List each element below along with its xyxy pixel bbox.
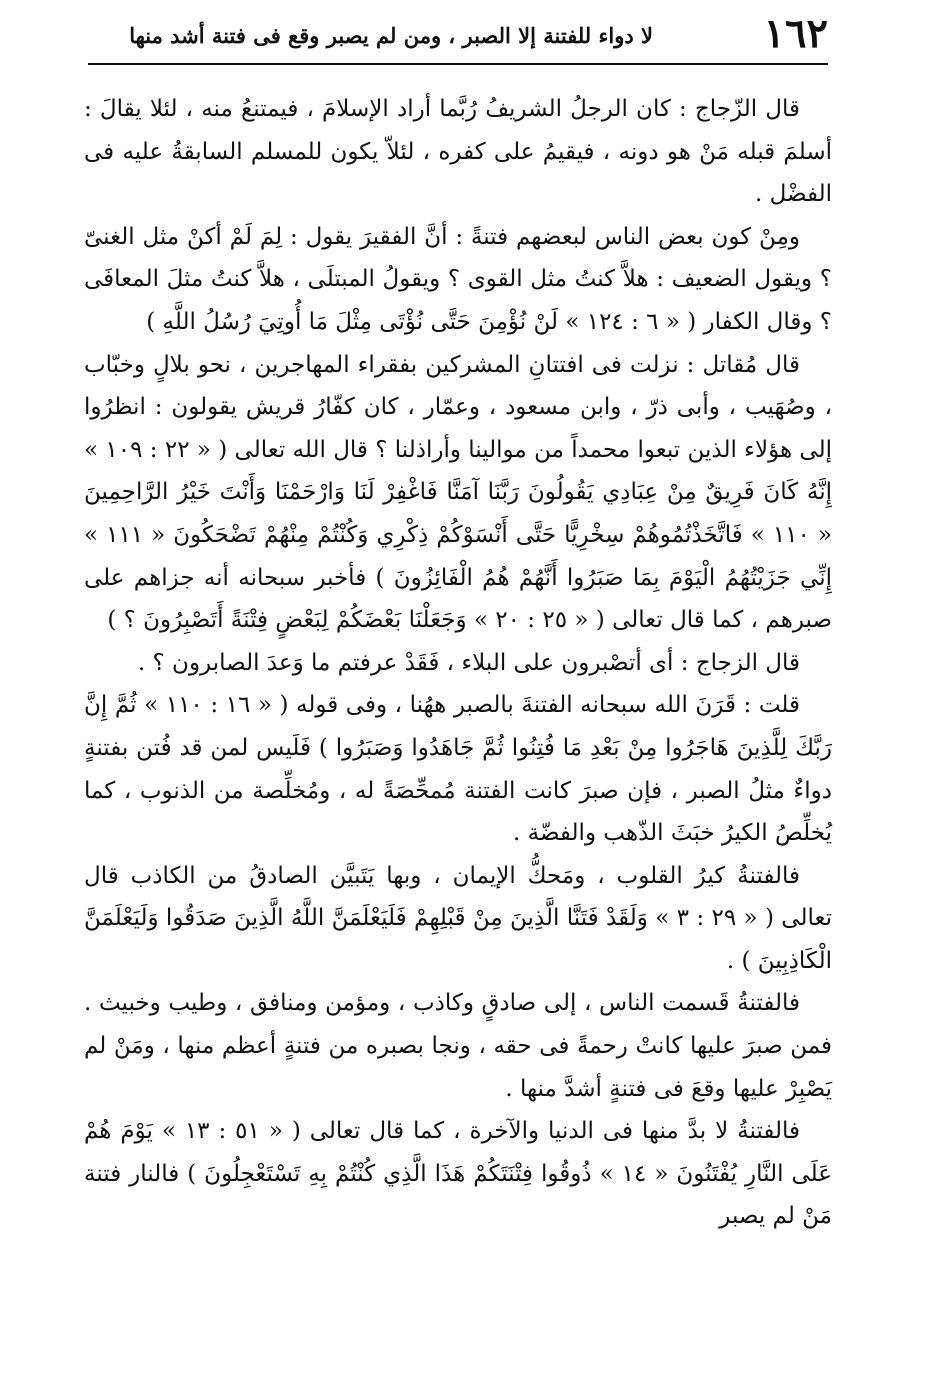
paragraph-fitna-sabr: قلت : قَرَنَ الله سبحانه الفتنةَ بالصبر ههُنا ، وفى قوله ( « ١٦ : ١١٠ » ثُمَّ إِنَّ رَبَّكَ لِلَّذِينَ هَاجَرُوا مِنْ بَعْدِ مَا فُتِنُوا ثُمَّ جَاهَدُوا وَصَبَرُوا ) فَلَيس لمن قد فُتن بفتنةٍ دواءٌ مثلُ الصبر ، فإن صبرَ كانت الفتنة مُمحِّصَةً له ، ومُخلِّصة من الذنوب ، كما يُخلِّصُ الكيرُ خبَثَ الذّهب والفضّة . [84, 692, 832, 847]
paragraph-fitna-dunya-akhira: فالفتنةُ لا بدَّ منها فى الدنيا والآخرة ، كما قال تعالى ( « ٥١ : ١٣ » يَوْمَ هُمْ عَلَى النَّارِ يُفْتَنُونَ « ١٤ » ذُوقُوا فِتْنَتَكُمْ هَذَا الَّذِي كُنْتُمْ بِهِ تَسْتَعْجِلُونَ ) فالنار فتنة مَنْ لم يصبر [84, 1118, 832, 1230]
paragraph-zajjaj-patience: قال الزجاج : أى أتصْبرون على البلاء ، فَقَدْ عرفتم ما وَعدَ الصابرون ؟ . [137, 649, 800, 676]
paragraph-fitna-kir: فالفتنةُ كيرُ القلوب ، ومَحكُّ الإيمان ، وبها يَتَبيَّن الصادقُ من الكاذب قال تعالى ( « ٢٩ : ٣ » وَلَقَدْ فَتَنَّا الَّذِينَ مِنْ قَبْلِهِمْ فَلَيَعْلَمَنَّ اللَّهُ الَّذِينَ صَدَقُوا وَلَيَعْلَمَنَّ الْكَاذِبِينَ ) . [84, 862, 832, 974]
running-head-title: لا دواء للفتنة إلا الصبر ، ومن لم يصبر وقع فى فتنة أشد منها [129, 23, 653, 48]
body-text [84, 88, 832, 1238]
running-head [90, 8, 828, 62]
paragraph-fitna-division: فالفتنةُ قَسمت الناس ، إلى صادقٍ وكاذب ، ومؤمن ومنافق ، وطيب وخبيث . فمن صبرَ عليها كانتْ رحمةً فى حقه ، ونجا بصبره من فتنةٍ أعظم منها ، ومَنْ لم يَصْبِرْ عليها وقعَ فى فتنةٍ أشدَّ منها . [84, 990, 832, 1102]
paragraph-muqatil: قال مُقاتل : نزلت فى افتتانِ المشركين بفقراء المهاجرين ، نحو بلالٍ وخبّاب ، وصُهَيب ، وأبى ذرّ ، وابن مسعود ، وعمّار ، كان كفّارُ قريش يقولون : انظرُوا إلى هؤلاء الذين تبعوا محمداً من موالينا وأراذلنا ؟ قال الله تعالى ( « ٢٢ : ١٠٩ » إِنَّهُ كَانَ فَرِيقٌ مِنْ عِبَادِي يَقُولُونَ رَبَّنَا آمَنَّا فَاغْفِرْ لَنَا وَارْحَمْنَا وَأَنْتَ خَيْرُ الرَّاحِمِينَ « ١١٠ » فَاتَّخَذْتُمُوهُمْ سِخْرِيًّا حَتَّى أَنْسَوْكُمْ ذِكْرِي وَكُنْتُمْ مِنْهُمْ تَضْحَكُونَ « ١١١ » إِنِّي جَزَيْتُهُمُ الْيَوْمَ بِمَا صَبَرُوا أَنَّهُمْ هُمُ الْفَائِزُونَ ) فأخبر سبحانه أنه جزاهم على صبرهم ، كما قال تعالى ( « ٢٥ : ٢٠ » وَجَعَلْنَا بَعْضَكُمْ لِبَعْضٍ فِتْنَةً أَتَصْبِرُونَ ؟ ) [84, 351, 832, 634]
header-rule [88, 63, 828, 65]
paragraph-people-fitna: ومِنْ كون بعض الناس لبعضهم فتنةً : أنَّ الفقيرَ يقول : لِمَ لَمْ أكنْ مثل الغنىّ ؟ ويقول الضعيف : هلاَّ كنتُ مثل القوى ؟ ويقولُ المبتلَى ، هلاَّ كنتُ مثلَ المعافَى ؟ وقال الكفار ( « ٦ : ١٢٤ » لَنْ نُؤْمِنَ حَتَّى نُؤْتَى مِثْلَ مَا أُوتِيَ رُسُلُ اللَّهِ ) [84, 223, 832, 335]
page-number: ١٦٢ [763, 10, 828, 57]
paragraph-zajjaj-sharif: قال الزّجاج : كان الرجلُ الشريفُ رُبَّما أراد الإسلامَ ، فيمتنعُ منه ، لئلا يقالَ : أسلمَ قبله مَنْ هو دونه ، فيقيمُ على كفره ، لئلاّ يكون للمسلم السابقةُ عليه فى الفضْل . [84, 96, 832, 208]
